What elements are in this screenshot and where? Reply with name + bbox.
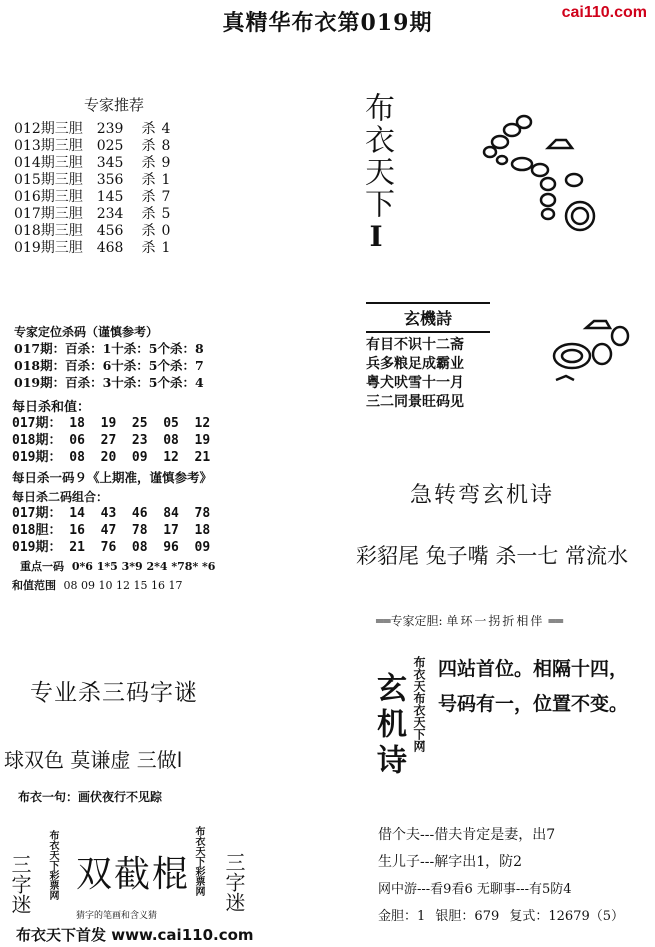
xuanji-lines xyxy=(438,654,648,716)
expert-kill: 4 xyxy=(161,121,171,137)
combo-row: 018胆： 16 47 78 17 18 xyxy=(12,523,211,538)
expert-nums: 468 xyxy=(96,240,124,256)
position-kill-section xyxy=(14,323,246,391)
sum-kill-row: 019期： 08 20 09 12 21 xyxy=(12,450,211,465)
expert-nums: 145 xyxy=(96,189,124,205)
expert-nums: 456 xyxy=(96,223,124,239)
expert-pick-row: ══专家定胆: 单环一拐折相伴 ══ xyxy=(376,614,563,628)
xuanji-poem-line: 粤犬吠雪十一月 xyxy=(366,375,464,391)
expert-section xyxy=(14,94,204,257)
expert-row xyxy=(14,189,204,206)
answer-line-2: 生儿子---解字出1，防2 xyxy=(378,854,523,870)
riddle-right-vertical: 三字迷 xyxy=(222,852,246,912)
page-title: 真精华布衣第019期 xyxy=(222,10,433,36)
expert-kill-label: 杀 xyxy=(141,223,156,239)
expert-issue: 018期三胆 xyxy=(14,223,83,239)
expert-kill: 8 xyxy=(161,138,171,154)
expert-kill: 5 xyxy=(161,206,171,222)
sum-range-label: 和值范围 xyxy=(12,579,56,592)
answer-line-4 xyxy=(378,903,648,930)
answers-section xyxy=(378,822,648,930)
position-kill-row: 019期：百杀：3十杀：5个杀：4 xyxy=(14,375,204,390)
expert-title: 专家推荐 xyxy=(83,96,144,114)
beads-icon-2 xyxy=(546,316,636,390)
xuanji-poem-title: 玄機詩 xyxy=(366,302,490,333)
expert-pick-text: 单环一拐折相伴 xyxy=(446,614,545,628)
sum-kill-list xyxy=(12,415,246,466)
expert-issue: 016期三胆 xyxy=(14,189,83,205)
key-code-row xyxy=(12,558,246,574)
xuanji-poem-box xyxy=(366,302,490,412)
buyi-vertical-text: 布衣天下 xyxy=(359,92,394,220)
xuanji-poem-line: 三二同景旺码见 xyxy=(366,394,464,410)
expert-row xyxy=(14,223,204,240)
expert-issue: 017期三胆 xyxy=(14,206,83,222)
sum-kill-row: 018期： 06 27 23 08 19 xyxy=(12,433,211,448)
expert-nums: 025 xyxy=(96,138,124,154)
answer-line-1: 借个夫---借夫肯定是妻，出7 xyxy=(378,827,556,843)
riddle-big-word: 双截棍 xyxy=(76,854,191,895)
xuanji-poem-line: 有目不识十二斋 xyxy=(366,337,464,353)
expert-row xyxy=(14,172,204,189)
footer-text[interactable]: 布衣天下首发 www.cai110.com xyxy=(16,926,254,944)
sum-kill-title: 每日杀和值： xyxy=(12,400,91,415)
expert-kill-label: 杀 xyxy=(141,155,156,171)
expert-issue: 013期三胆 xyxy=(14,138,83,154)
combo-row: 017期： 14 43 46 84 78 xyxy=(12,506,211,521)
riddle-left-vertical: 三字迷 xyxy=(8,854,32,914)
expert-kill-label: 杀 xyxy=(141,138,156,154)
expert-row xyxy=(14,240,204,257)
position-kill-row: 018期：百杀：6十杀：5个杀：7 xyxy=(14,358,204,373)
expert-issue: 014期三胆 xyxy=(14,155,83,171)
expert-list xyxy=(14,121,204,257)
expert-nums: 239 xyxy=(96,121,124,137)
turn-poem-title: 急转弯玄机诗 xyxy=(410,483,555,508)
position-kill-row: 017期：百杀：1十杀：5个杀：8 xyxy=(14,341,204,356)
expert-nums: 356 xyxy=(96,172,124,188)
key-code-text: 0*6 1*5 3*9 2*4 *78* *6 xyxy=(71,560,216,573)
expert-kill-label: 杀 xyxy=(141,206,156,222)
xuanji-poem-line: 兵多粮足成霸业 xyxy=(366,356,464,372)
combo-section xyxy=(12,488,246,593)
expert-kill-label: 杀 xyxy=(141,240,156,256)
sum-kill-row: 017期： 18 19 25 05 12 xyxy=(12,416,211,431)
riddle-line: 球双色 莫谦虚 三做l xyxy=(4,748,183,772)
fushi-label: 复式：12679（5） xyxy=(509,909,625,924)
combo-row: 019期： 21 76 08 96 09 xyxy=(12,540,211,555)
position-kill-title: 专家定位杀码（谨慎参考） xyxy=(14,325,159,339)
xuanji-line-2: 号码有一，位置不变。 xyxy=(438,693,629,715)
expert-kill-label: 杀 xyxy=(141,189,156,205)
expert-kill: 9 xyxy=(161,155,171,171)
expert-row xyxy=(14,155,204,172)
site-vertical-right: 布衣天下彩票网 xyxy=(193,826,204,896)
expert-kill-label: 杀 xyxy=(141,172,156,188)
expert-issue: 012期三胆 xyxy=(14,121,83,137)
expert-kill: 1 xyxy=(161,172,171,188)
buyi-vertical-tail: I xyxy=(369,220,383,253)
key-code-label: 重点一码 xyxy=(20,560,64,573)
expert-row xyxy=(14,138,204,155)
position-kill-list xyxy=(14,340,246,391)
expert-kill: 1 xyxy=(161,240,171,256)
expert-nums: 345 xyxy=(96,155,124,171)
gold-label: 金胆：1 xyxy=(378,909,426,924)
expert-kill: 0 xyxy=(161,223,171,239)
expert-issue: 015期三胆 xyxy=(14,172,83,188)
expert-issue: 019期三胆 xyxy=(14,240,83,256)
expert-row xyxy=(14,206,204,223)
one-code-text: 每日杀一码９《上期准，谨慎参考》 xyxy=(12,470,213,485)
turn-poem-line: 彩貂尾 兔子嘴 杀一七 常流水 xyxy=(356,544,629,568)
combo-title: 每日杀二码组合： xyxy=(12,490,109,504)
brand-logo[interactable]: cai110.com xyxy=(561,4,647,21)
riddle-caption: 猜字的笔画和含义猜 xyxy=(76,911,158,921)
expert-kill: 7 xyxy=(161,189,171,205)
xuanji-poem-lines xyxy=(366,336,490,412)
silver-label: 银胆：679 xyxy=(435,909,500,924)
xuanji-line-1: 四站首位。相隔十四， xyxy=(438,658,629,680)
buyi-vertical-title xyxy=(356,92,396,253)
buyi-sentence: 布衣一句：画伏夜行不见踪 xyxy=(18,790,163,804)
answer-line-3: 网中游---看9看6 无聊事---有5防4 xyxy=(378,882,572,897)
expert-kill-label: 杀 xyxy=(141,121,156,137)
riddle-title: 专业杀三码字谜 xyxy=(30,680,198,706)
site-vertical-left: 布衣天下彩票网 xyxy=(47,830,58,900)
combo-list xyxy=(12,505,246,556)
beads-icon xyxy=(478,108,618,248)
expert-nums: 234 xyxy=(96,206,124,222)
expert-row xyxy=(14,121,204,138)
xuanji-small-vertical: 布衣天布衣天下网 xyxy=(412,656,426,752)
sum-kill-section xyxy=(12,396,246,466)
xuanji-big-vertical: 玄机诗 xyxy=(371,672,406,780)
sum-range-text: 08 09 10 12 15 16 17 xyxy=(63,579,183,592)
sum-range-row xyxy=(12,577,246,593)
expert-pick-label: 专家定胆 xyxy=(390,614,439,628)
